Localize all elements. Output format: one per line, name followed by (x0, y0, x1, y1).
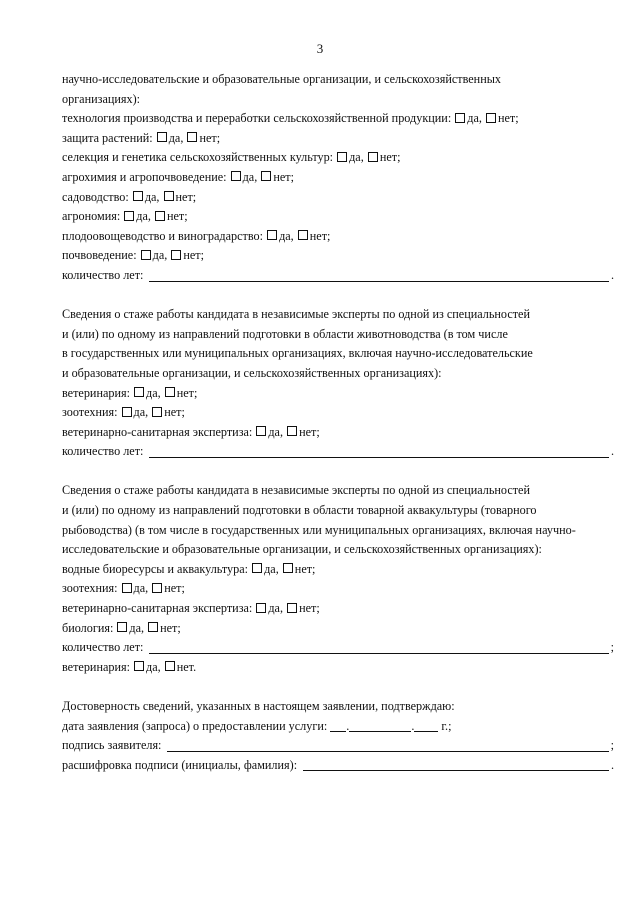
no-label: нет; (160, 620, 181, 635)
item-label: биология: (62, 620, 114, 635)
item-label: технология производства и переработки сельскохозяйственной продукции: (62, 111, 452, 126)
checkbox-item-row (62, 403, 614, 423)
years-end-punct: . (610, 267, 614, 282)
signature-label: подпись заявителя: (62, 738, 162, 753)
checkbox-no[interactable] (155, 211, 165, 221)
signature-end-punct: ; (610, 738, 614, 753)
checkbox-no[interactable] (261, 171, 271, 181)
form-content (62, 70, 614, 775)
checkbox-item-row (62, 109, 614, 129)
years-label: количество лет: (62, 444, 144, 459)
item-label: почвоведение: (62, 248, 137, 263)
item-label: защита растений: (62, 130, 153, 145)
checkbox-item-row (62, 599, 614, 619)
no-label: нет; (299, 601, 320, 616)
section2-header (62, 305, 614, 383)
signature-decode-row (62, 756, 614, 776)
yes-label: да, (144, 189, 160, 204)
no-label: нет; (497, 111, 519, 126)
no-label: нет; (175, 189, 197, 204)
checkbox-item-row (62, 423, 614, 443)
years-input-line[interactable] (149, 444, 609, 458)
checkbox-yes[interactable] (134, 387, 144, 397)
checkbox-no[interactable] (298, 230, 308, 240)
checkbox-yes[interactable] (157, 132, 167, 142)
yes-label: да, (133, 405, 149, 420)
checkbox-yes[interactable] (141, 250, 151, 260)
years-label: количество лет: (62, 267, 144, 282)
yes-label: да, (242, 169, 258, 184)
yes-label: да, (279, 228, 294, 243)
no-label: нет; (309, 228, 331, 243)
checkbox-item-row (62, 579, 614, 599)
checkbox-no[interactable] (283, 563, 293, 573)
date-separator: . (346, 718, 350, 733)
checkbox-item-row (62, 207, 614, 227)
checkbox-no[interactable] (165, 661, 175, 671)
confirm-statement: Достоверность сведений, указанных в настоящем заявлении, подтверждаю: (62, 699, 455, 713)
checkbox-yes[interactable] (337, 152, 347, 162)
date-separator: . (411, 718, 415, 733)
checkbox-yes[interactable] (252, 563, 262, 573)
section2-items (62, 384, 614, 443)
years-input-line[interactable] (149, 640, 608, 654)
item-label: селекция и генетика сельскохозяйственных культур: (62, 150, 334, 165)
date-suffix: г.; (441, 718, 452, 733)
checkbox-yes[interactable] (134, 661, 144, 671)
no-label: нет; (379, 150, 401, 165)
checkbox-yes[interactable] (455, 113, 465, 123)
paragraph-line: и образовательные организации, и сельскохозяйственных организациях): (62, 365, 442, 380)
checkbox-no[interactable] (148, 622, 158, 632)
yes-label: да, (168, 130, 184, 145)
checkbox-no[interactable] (187, 132, 197, 142)
checkbox-no[interactable] (165, 387, 175, 397)
yes-label: да, (152, 248, 168, 263)
paragraph-line: исследовательские и образовательные организации, и сельскохозяйственных организациях): (62, 542, 542, 557)
paragraph-line: и (или) по одному из направлений подготовки в области товарной аквакультуры (товарного (62, 503, 537, 518)
item-label: ветеринария: (62, 659, 130, 674)
date-row (62, 717, 614, 737)
no-label: нет; (294, 561, 316, 576)
section1-years-row (62, 266, 614, 286)
no-label: нет; (164, 581, 185, 596)
checkbox-yes[interactable] (231, 171, 241, 181)
checkbox-yes[interactable] (256, 603, 266, 613)
checkbox-item-row (62, 188, 614, 208)
signature-decode-end-punct: . (610, 757, 614, 772)
checkbox-item-row (62, 619, 614, 639)
years-end-punct: ; (610, 640, 614, 655)
item-label: ветеринария: (62, 385, 130, 400)
item-label: зоотехния: (62, 581, 118, 596)
checkbox-no[interactable] (152, 407, 162, 417)
section3-items (62, 560, 614, 638)
section1-items (62, 109, 614, 266)
item-label: водные биоресурсы и аквакультура: (62, 561, 249, 576)
checkbox-item-row (62, 384, 614, 404)
item-label: плодоовощеводство и виноградарство: (62, 228, 264, 243)
date-year-field[interactable] (414, 719, 438, 732)
yes-label: да, (136, 209, 151, 224)
years-label: количество лет: (62, 640, 144, 655)
yes-label: да, (146, 385, 161, 400)
checkbox-no[interactable] (486, 113, 496, 123)
yes-label: да, (133, 581, 149, 596)
page-number: 3 (316, 41, 324, 56)
checkbox-yes[interactable] (122, 583, 132, 593)
yes-label: да, (129, 620, 145, 635)
checkbox-yes[interactable] (133, 191, 143, 201)
section1-intro-line-1: научно-исследовательские и образовательные организации, и сельскохозяйственных (62, 72, 502, 86)
item-label: садоводство: (62, 189, 129, 204)
yes-label: да, (268, 424, 284, 439)
checkbox-no[interactable] (171, 250, 181, 260)
no-label: нет; (166, 209, 188, 224)
section3-years-row (62, 638, 614, 658)
checkbox-yes[interactable] (122, 407, 132, 417)
section1-intro-line-2: организациях): (62, 91, 141, 106)
no-label: нет; (164, 405, 185, 420)
checkbox-no[interactable] (152, 583, 162, 593)
no-label: нет; (176, 385, 198, 400)
date-day-field[interactable] (330, 719, 346, 732)
no-label: нет. (176, 659, 197, 674)
checkbox-no[interactable] (287, 603, 297, 613)
checkbox-no[interactable] (287, 426, 297, 436)
item-label: ветеринарно-санитарная экспертиза: (62, 424, 253, 439)
checkbox-yes[interactable] (267, 230, 277, 240)
yes-label: да, (146, 659, 161, 674)
checkbox-item-row (62, 129, 614, 149)
item-label: ветеринарно-санитарная экспертиза: (62, 601, 253, 616)
checkbox-item-row (62, 227, 614, 247)
checkbox-no[interactable] (164, 191, 174, 201)
signature-decode-label: расшифровка подписи (инициалы, фамилия): (62, 757, 298, 772)
yes-label: да, (467, 111, 482, 126)
yes-label: да, (349, 150, 364, 165)
signature-input-line[interactable] (167, 738, 608, 752)
section2-years-row (62, 442, 614, 462)
paragraph-line: Сведения о стаже работы кандидата в независимые эксперты по одной из специальностей (62, 483, 530, 498)
years-end-punct: . (610, 444, 614, 459)
date-month-field[interactable] (349, 719, 411, 732)
paragraph-line: и (или) по одному из направлений подготовки в области животноводства (в том числе (62, 326, 508, 341)
years-input-line[interactable] (149, 268, 609, 282)
item-label: агрохимия и агропочвоведение: (62, 169, 227, 184)
checkbox-no[interactable] (368, 152, 378, 162)
no-label: нет; (273, 169, 294, 184)
checkbox-item-row (62, 148, 614, 168)
date-label: дата заявления (запроса) о предоставлении услуги: (62, 718, 328, 733)
signature-row (62, 736, 614, 756)
no-label: нет; (299, 424, 320, 439)
yes-label: да, (264, 561, 279, 576)
section3-last-item (62, 658, 614, 678)
paragraph-line: в государственных или муниципальных организациях, включая научно-исследовательские (62, 346, 533, 361)
section3-header (62, 481, 614, 559)
checkbox-yes[interactable] (256, 426, 266, 436)
checkbox-item-row (62, 560, 614, 580)
item-label: зоотехния: (62, 405, 118, 420)
no-label: нет; (199, 130, 221, 145)
paragraph-line: Сведения о стаже работы кандидата в независимые эксперты по одной из специальностей (62, 307, 530, 322)
no-label: нет; (183, 248, 204, 263)
paragraph-line: рыбоводства) (в том числе в государственных или муниципальных организациях, включая научно- (62, 522, 576, 537)
checkbox-yes[interactable] (117, 622, 127, 632)
yes-label: да, (268, 601, 284, 616)
checkbox-yes[interactable] (124, 211, 134, 221)
checkbox-item-row (62, 246, 614, 266)
checkbox-item-row (62, 168, 614, 188)
signature-decode-input-line[interactable] (303, 757, 609, 771)
item-label: агрономия: (62, 209, 121, 224)
